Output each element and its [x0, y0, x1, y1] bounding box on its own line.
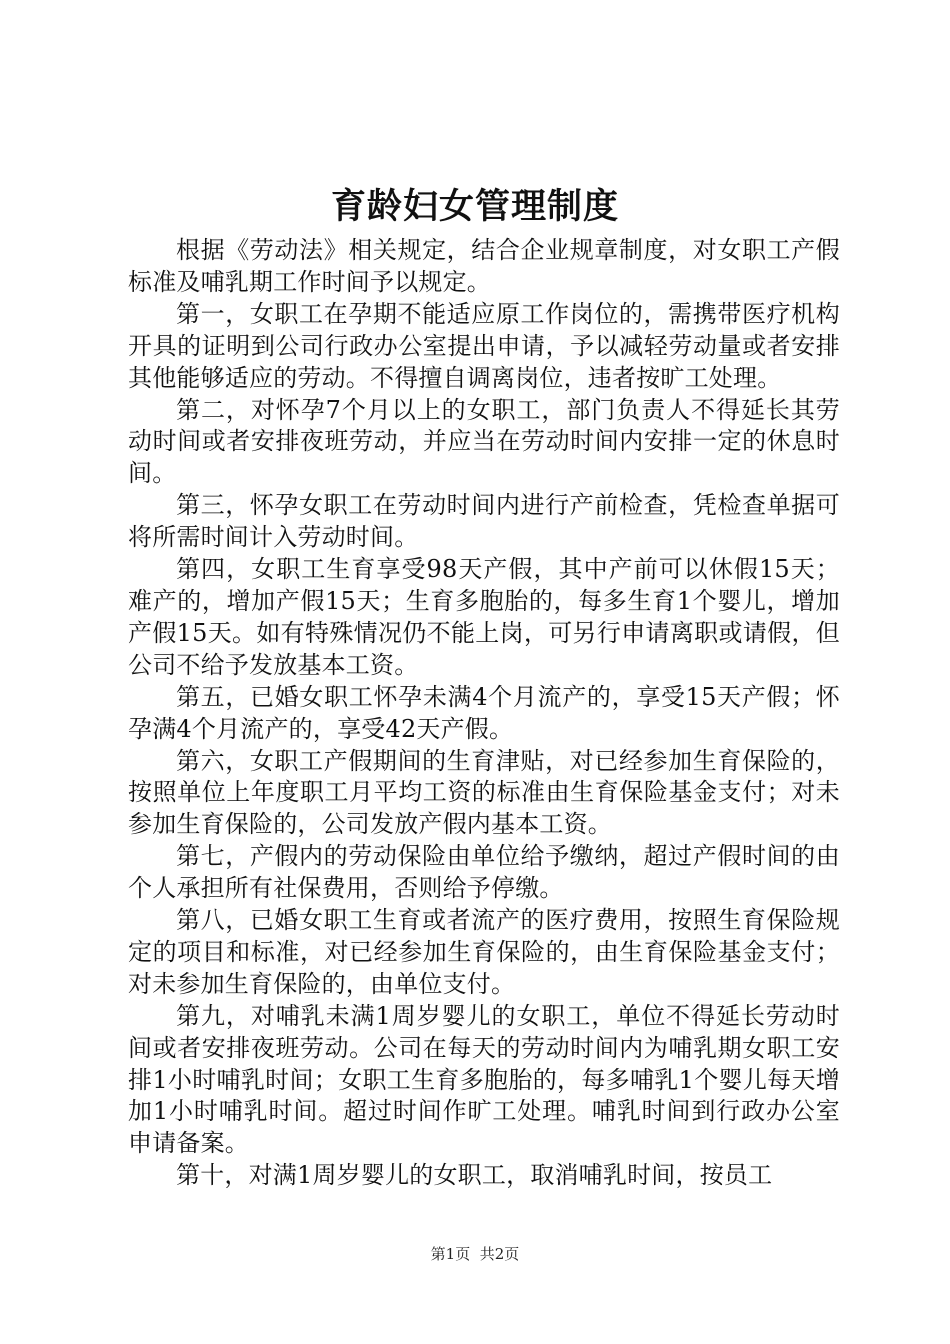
- paragraph-intro: 根据《劳动法》相关规定，结合企业规章制度，对女职工产假标准及哺乳期工作时间予以规定。: [128, 236, 840, 296]
- paragraph-article-1: 第一，女职工在孕期不能适应原工作岗位的，需携带医疗机构开具的证明到公司行政办公室提出申请，予以减轻劳动量或者安排其他能够适应的劳动。不得擅自调离岗位，违者按旷工处理。: [128, 299, 840, 392]
- paragraph-article-2: 第二，对怀孕7个月以上的女职工，部门负责人不得延长其劳动时间或者安排夜班劳动，并应当在劳动时间内安排一定的休息时间。: [128, 395, 840, 488]
- document-title: 育龄妇女管理制度: [330, 186, 619, 227]
- page-total: 共2页: [479, 1245, 520, 1263]
- document-body: [128, 235, 840, 1192]
- paragraph-article-8: 第八，已婚女职工生育或者流产的医疗费用，按照生育保险规定的项目和标准，对已经参加生育保险的，由生育保险基金支付；对未参加生育保险的，由单位支付。: [128, 906, 840, 998]
- paragraph-article-4: 第四，女职工生育享受98天产假，其中产前可以休假15天；难产的，增加产假15天；生育多胞胎的，每多生育1个婴儿，增加产假15天。如有特殊情况仍不能上岗，可另行申请离职或请假，但公司不给予发放基本工资。: [128, 555, 840, 679]
- paragraph-article-3: 第三，怀孕女职工在劳动时间内进行产前检查，凭检查单据可将所需时间计入劳动时间。: [128, 491, 840, 552]
- paragraph-article-7: 第七，产假内的劳动保险由单位给予缴纳，超过产假时间的由个人承担所有社保费用，否则给予停缴。: [128, 842, 840, 903]
- paragraph-article-9: 第九，对哺乳未满1周岁婴儿的女职工，单位不得延长劳动时间或者安排夜班劳动。公司在每天的劳动时间内为哺乳期女职工安排1小时哺乳时间；女职工生育多胞胎的，每多哺乳1个婴儿每天增加1小时哺乳时间。超过时间作旷工处理。哺乳时间到行政办公室申请备案。: [128, 1001, 840, 1158]
- paragraph-article-5: 第五，已婚女职工怀孕未满4个月流产的，享受15天产假；怀孕满4个月流产的，享受42天产假。: [128, 682, 840, 743]
- page-footer: [0, 1244, 950, 1264]
- page-number: 第1页: [430, 1245, 471, 1263]
- paragraph-article-6: 第六，女职工产假期间的生育津贴，对已经参加生育保险的，按照单位上年度职工月平均工资的标准由生育保险基金支付；对未参加生育保险的，公司发放产假内基本工资。: [128, 746, 840, 839]
- paragraph-article-10: 第十，对满1周岁婴儿的女职工，取消哺乳时间，按员工: [176, 1161, 773, 1190]
